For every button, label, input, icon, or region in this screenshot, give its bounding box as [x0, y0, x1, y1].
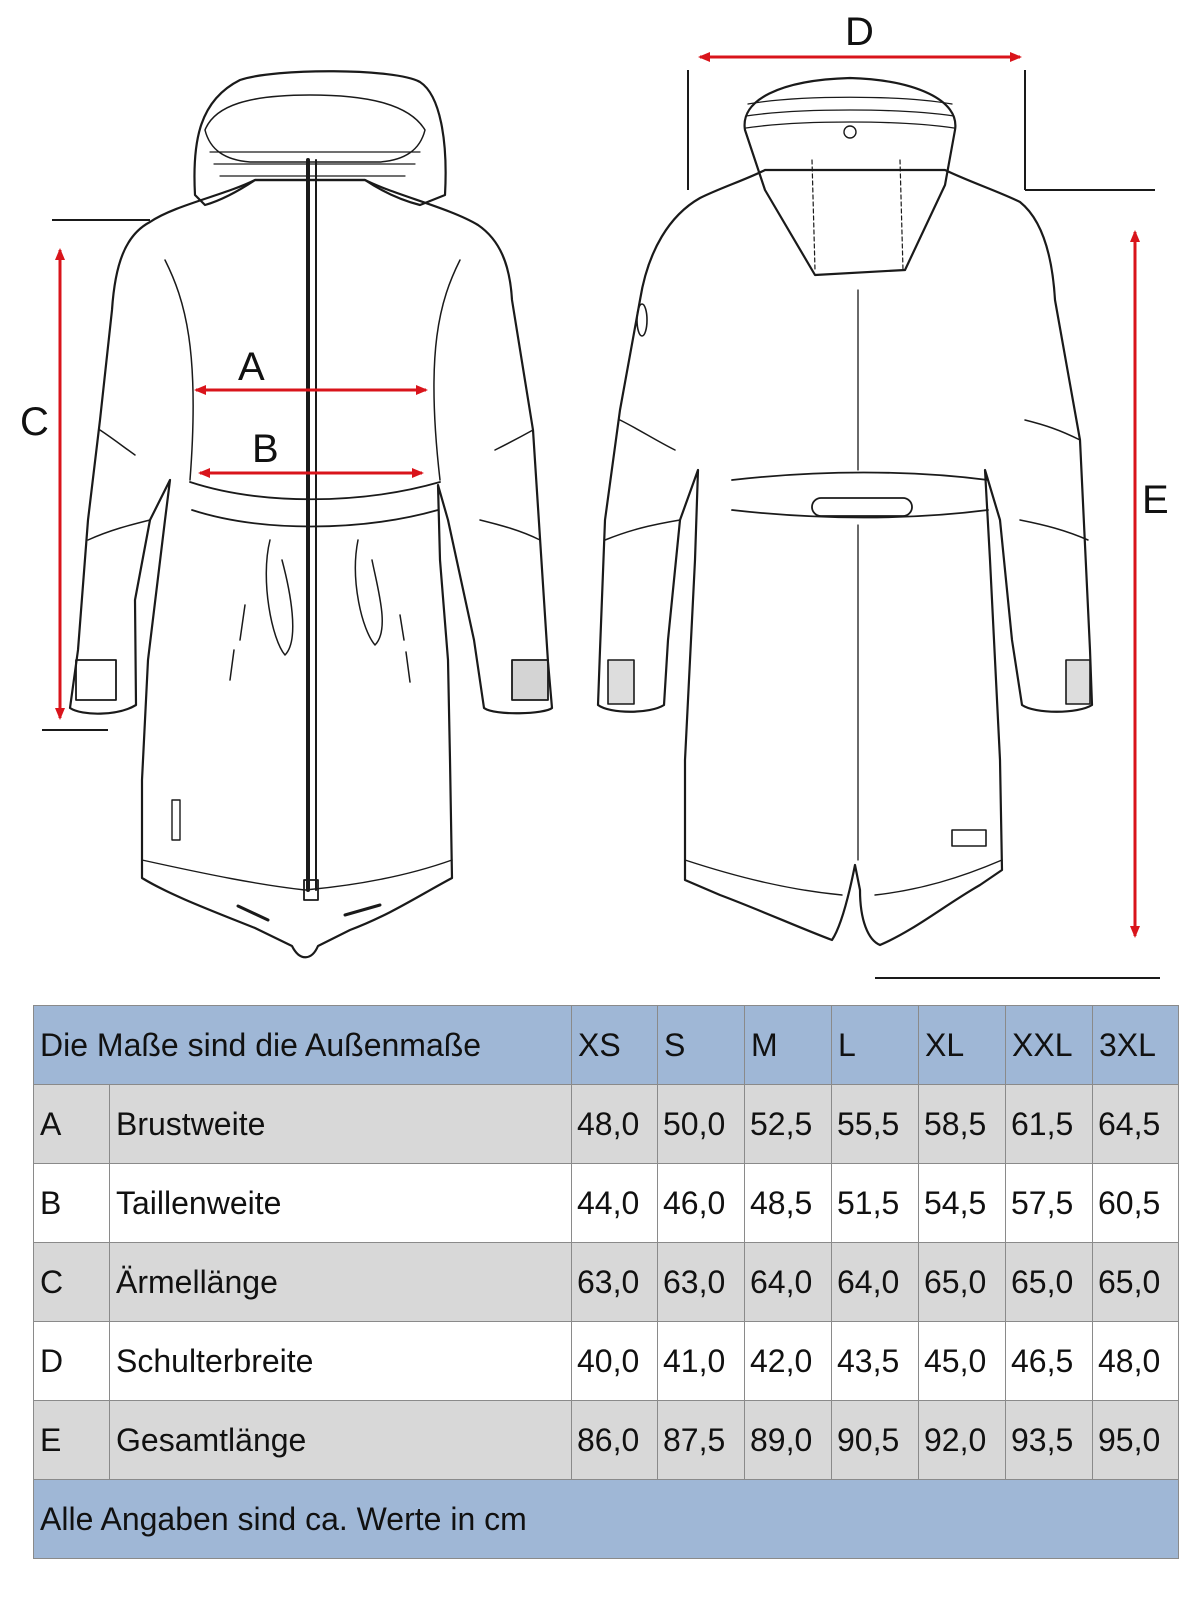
row-name: Gesamtlänge [110, 1401, 572, 1480]
table-header-label: Die Maße sind die Außenmaße [34, 1006, 572, 1085]
table-cell: 92,0 [919, 1401, 1006, 1480]
dimension-label-a: A [238, 345, 265, 389]
table-cell: 42,0 [745, 1322, 832, 1401]
table-cell: 63,0 [572, 1243, 658, 1322]
size-header-xl: XL [919, 1006, 1006, 1085]
table-cell: 64,0 [745, 1243, 832, 1322]
table-cell: 52,5 [745, 1085, 832, 1164]
table-cell: 44,0 [572, 1164, 658, 1243]
size-header-m: M [745, 1006, 832, 1085]
table-cell: 65,0 [1093, 1243, 1179, 1322]
dimension-label-d: D [845, 10, 874, 54]
table-row [34, 1243, 1179, 1322]
size-header-xxl: XXL [1006, 1006, 1093, 1085]
table-cell: 46,0 [658, 1164, 745, 1243]
size-header-3xl: 3XL [1093, 1006, 1179, 1085]
dimension-label-b: B [252, 427, 279, 471]
table-cell: 65,0 [919, 1243, 1006, 1322]
row-code: D [34, 1322, 110, 1401]
reference-lines [42, 70, 1160, 978]
row-name: Ärmellänge [110, 1243, 572, 1322]
table-row [34, 1401, 1179, 1480]
size-header-l: L [832, 1006, 919, 1085]
table-header-row [34, 1006, 1179, 1085]
table-cell: 57,5 [1006, 1164, 1093, 1243]
size-table [33, 1005, 1179, 1559]
row-code: E [34, 1401, 110, 1480]
table-cell: 55,5 [832, 1085, 919, 1164]
table-cell: 89,0 [745, 1401, 832, 1480]
table-cell: 60,5 [1093, 1164, 1179, 1243]
table-cell: 41,0 [658, 1322, 745, 1401]
table-cell: 64,0 [832, 1243, 919, 1322]
table-footer-row [34, 1480, 1179, 1559]
jacket-front-view [70, 71, 552, 957]
table-cell: 63,0 [658, 1243, 745, 1322]
table-footer-note: Alle Angaben sind ca. Werte in cm [34, 1480, 1179, 1559]
row-name: Schulterbreite [110, 1322, 572, 1401]
row-code: A [34, 1085, 110, 1164]
table-row [34, 1085, 1179, 1164]
dimension-label-e: E [1142, 478, 1169, 522]
size-header-s: S [658, 1006, 745, 1085]
table-cell: 54,5 [919, 1164, 1006, 1243]
table-cell: 40,0 [572, 1322, 658, 1401]
table-cell: 87,5 [658, 1401, 745, 1480]
table-cell: 43,5 [832, 1322, 919, 1401]
table-row [34, 1164, 1179, 1243]
table-cell: 58,5 [919, 1085, 1006, 1164]
table-cell: 93,5 [1006, 1401, 1093, 1480]
row-name: Brustweite [110, 1085, 572, 1164]
row-name: Taillenweite [110, 1164, 572, 1243]
table-row [34, 1322, 1179, 1401]
table-cell: 65,0 [1006, 1243, 1093, 1322]
table-cell: 48,0 [572, 1085, 658, 1164]
table-cell: 45,0 [919, 1322, 1006, 1401]
table-cell: 86,0 [572, 1401, 658, 1480]
jacket-back-view [598, 78, 1092, 945]
table-cell: 61,5 [1006, 1085, 1093, 1164]
table-cell: 48,5 [745, 1164, 832, 1243]
row-code: B [34, 1164, 110, 1243]
size-header-xs: XS [572, 1006, 658, 1085]
table-cell: 46,5 [1006, 1322, 1093, 1401]
dimension-label-c: C [20, 400, 49, 444]
row-code: C [34, 1243, 110, 1322]
table-cell: 48,0 [1093, 1322, 1179, 1401]
table-cell: 50,0 [658, 1085, 745, 1164]
table-cell: 51,5 [832, 1164, 919, 1243]
measurement-arrows [60, 57, 1135, 936]
table-cell: 95,0 [1093, 1401, 1179, 1480]
table-cell: 64,5 [1093, 1085, 1179, 1164]
table-cell: 90,5 [832, 1401, 919, 1480]
